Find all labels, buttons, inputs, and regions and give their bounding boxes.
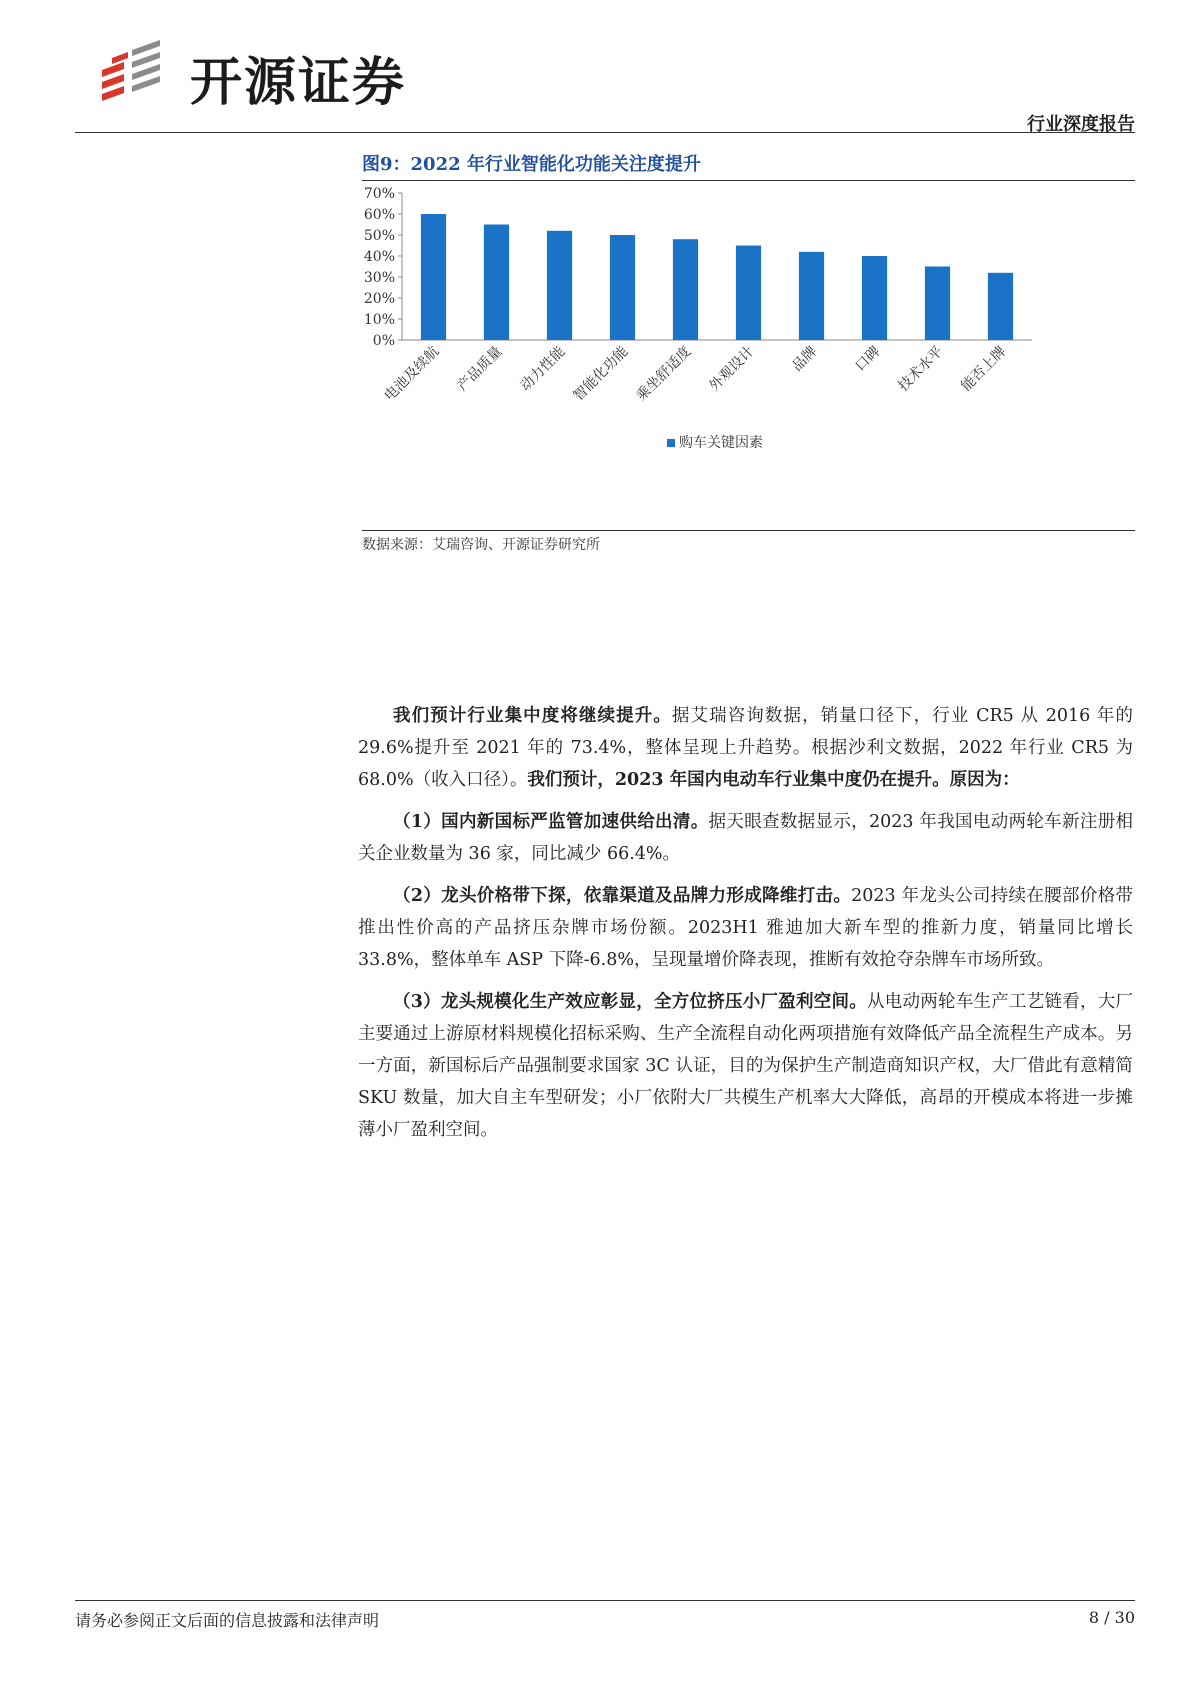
x-tick-label: 品牌 (789, 343, 821, 375)
footer-rule (75, 1600, 1135, 1601)
x-tick-label: 乘坐舒适度 (633, 343, 695, 405)
y-tick-label: 60% (363, 207, 395, 223)
paragraph-3-text: 2023 年龙头公司持续在腰部价格带推出性价高的产品挤压杂牌市场份额。2023H1 雅迪加大新车型的推新力度，销量同比增长 33.8%，整体单车 ASP 下降-6.8%，呈现量增价降表现，推断有效抢夺杂牌车市场所致。 (358, 886, 1133, 970)
bar (547, 231, 572, 340)
paragraph-2 (358, 806, 1133, 870)
paragraph-2-lead: （1）国内新国标严监管加速供给出清。 (393, 812, 709, 832)
y-tick-label: 40% (363, 249, 395, 265)
x-tick-label: 动力性能 (517, 343, 569, 395)
paragraph-1-lead: 我们预计行业集中度将继续提升。 (393, 706, 672, 726)
paragraph-3 (358, 880, 1133, 976)
y-tick-label: 10% (363, 312, 395, 328)
bar (421, 214, 446, 340)
y-tick-label: 20% (363, 291, 395, 307)
paragraph-4 (358, 986, 1133, 1146)
x-tick-label: 口碑 (852, 343, 884, 375)
bar (673, 239, 698, 340)
logo-grey-stripes (132, 40, 160, 92)
figure-source: 数据来源：艾瑞咨询、开源证券研究所 (362, 537, 600, 553)
paragraph-2-text: 据天眼查数据显示，2023 年我国电动两轮车新注册相关企业数量为 36 家，同比减少 66.4%。 (358, 812, 1133, 864)
y-tick-label: 0% (372, 333, 395, 349)
paragraph-4-lead: （3）龙头规模化生产效应彰显，全方位挤压小厂盈利空间。 (393, 992, 867, 1012)
bar (925, 267, 950, 341)
bar (610, 235, 635, 340)
logo-red-stripes (102, 52, 128, 101)
header-rule (75, 132, 1135, 133)
legend-label: 购车关键因素 (679, 435, 763, 451)
x-tick-label: 智能化功能 (570, 343, 632, 405)
paragraph-1-text: 据艾瑞咨询数据，销量口径下，行业 CR5 从 2016 年的 29.6%提升至 2021 年的 73.4%，整体呈现上升趋势。根据沙利文数据，2022 年行业 CR5 为 68.0%（收入口径）。 (358, 706, 1133, 790)
x-tick-label: 技术水平 (895, 343, 947, 395)
report-type: 行业深度报告 (1027, 114, 1135, 135)
figure-top-rule (362, 180, 1135, 181)
bar (736, 246, 761, 341)
y-tick-label: 50% (363, 228, 395, 244)
page-number: 8 / 30 (1088, 1608, 1135, 1627)
bar (988, 273, 1013, 340)
body-text (358, 700, 1133, 1156)
x-tick-label: 电池及续航 (381, 343, 443, 405)
x-tick-label: 产品质量 (454, 343, 506, 395)
bar-chart (362, 185, 1135, 525)
y-tick-label: 70% (363, 186, 395, 202)
bar (484, 225, 509, 341)
paragraph-4-text: 从电动两轮车生产工艺链看，大厂主要通过上游原材料规模化招标采购、生产全流程自动化两项措施有效降低产品全流程生产成本。另一方面，新国标后产品强制要求国家 3C 认证，目的为保护生产制造商知识产权，大厂借此有意精简 SKU 数量，加大自主车型研发；小厂依附大厂共模生产机率大大降低，高昂的开模成本将进一步摊薄小厂盈利空间。 (358, 992, 1133, 1140)
company-logo (98, 38, 178, 108)
paragraph-3-lead: （2）龙头价格带下探，依靠渠道及品牌力形成降维打击。 (393, 886, 852, 906)
x-tick-label: 能否上牌 (958, 343, 1010, 395)
legend-swatch (667, 439, 675, 447)
y-tick-label: 30% (363, 270, 395, 286)
x-tick-label: 外观设计 (706, 343, 758, 395)
paragraph-1-conclusion: 我们预计，2023 年国内电动车行业集中度仍在提升。原因为： (527, 770, 1020, 790)
bar (862, 256, 887, 340)
paragraph-1 (358, 700, 1133, 796)
figure-title: 图9：2022 年行业智能化功能关注度提升 (362, 154, 701, 175)
brand-name: 开源证券 (190, 53, 407, 113)
figure-bottom-rule (362, 530, 1135, 531)
bar (799, 252, 824, 340)
footer-disclaimer: 请务必参阅正文后面的信息披露和法律声明 (75, 1611, 380, 1630)
